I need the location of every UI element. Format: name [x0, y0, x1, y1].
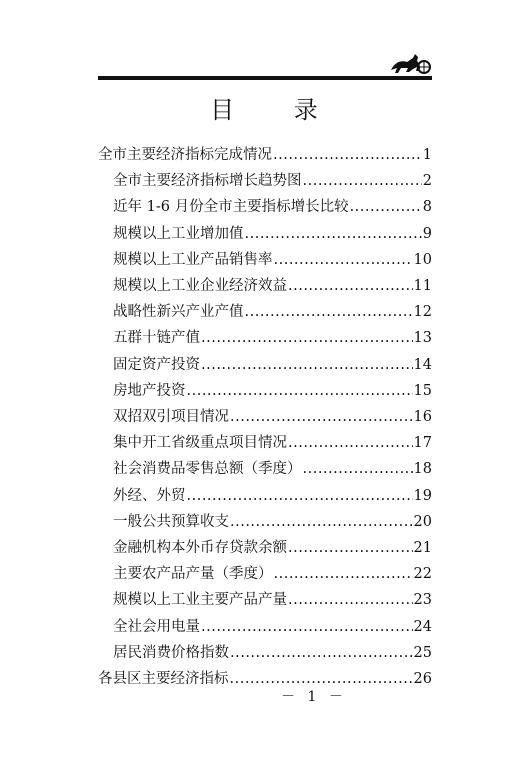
toc-entry-page: 2: [422, 173, 432, 190]
toc-leader-dots: [288, 275, 413, 297]
toc-leader-dots: [288, 589, 413, 611]
toc-entry-page: 11: [413, 278, 432, 294]
toc-entry-label: 社会消费品零售总额（季度）: [113, 461, 302, 478]
toc-entry-page: 15: [413, 382, 432, 399]
toc-entry-label: 战略性新兴产业产值: [113, 304, 244, 321]
toc-leader-dots: [230, 642, 413, 664]
toc-entry[interactable]: [113, 354, 432, 376]
toc-entry-label: 规模以上工业主要产品产量: [113, 592, 287, 609]
toc-entry[interactable]: [113, 301, 432, 323]
toc-leader-dots: [201, 354, 413, 376]
toc-entry-label: 各县区主要经济指标: [98, 671, 229, 687]
toc-entry-label: 全市主要经济指标增长趋势图: [113, 173, 302, 190]
toc-entry-label: 固定资产投资: [113, 356, 200, 373]
toc-leader-dots: [288, 432, 413, 454]
toc-leader-dots: [245, 301, 413, 323]
toc-entry[interactable]: [113, 616, 432, 638]
toc-entry-page: 14: [413, 356, 432, 373]
toc-entry[interactable]: [113, 642, 432, 664]
toc-entry-page: 23: [413, 592, 432, 609]
toc-leader-dots: [245, 223, 422, 245]
toc-entry-label: 集中开工省级重点项目情况: [113, 435, 287, 452]
toc-entry-page: 12: [413, 304, 432, 321]
toc-entry-label: 规模以上工业企业经济效益: [113, 278, 287, 294]
toc-entry[interactable]: [113, 589, 432, 611]
toc-entry-page: 17: [413, 435, 432, 452]
toc-leader-dots: [274, 563, 413, 585]
toc-entry-label: 规模以上工业产品销售率: [113, 251, 273, 268]
toc-entry[interactable]: [113, 485, 432, 507]
toc-entry-label: 金融机构本外币存贷款余额: [113, 540, 287, 556]
toc-entry-page: 24: [413, 618, 432, 635]
toc-entry-page: 9: [422, 225, 432, 242]
horse-chariot-logo-icon: [387, 48, 433, 78]
toc-entry[interactable]: [113, 380, 432, 402]
toc-entry-page: 26: [413, 671, 432, 687]
toc-leader-dots: [201, 616, 413, 638]
page-number: － 1 －: [281, 689, 347, 705]
toc-entry[interactable]: [113, 223, 432, 245]
toc-leader-dots: [230, 511, 413, 533]
toc-entry[interactable]: [113, 458, 432, 480]
toc-entry-label: 外经、外贸: [113, 487, 186, 504]
toc-entry[interactable]: [113, 537, 432, 559]
toc-leader-dots: [288, 537, 413, 559]
toc-entry-label: 近年 1-6 月份全市主要指标增长比较: [113, 199, 349, 216]
toc-entry-label: 规模以上工业增加值: [113, 225, 244, 242]
toc-entry[interactable]: [113, 511, 432, 533]
toc-entry-page: 10: [413, 251, 432, 268]
toc-leader-dots: [303, 458, 413, 480]
toc-leader-dots: [230, 406, 413, 428]
toc-entry-page: 16: [413, 409, 432, 425]
toc-entry-label: 全市主要经济指标完成情况: [98, 147, 272, 163]
toc-entry[interactable]: [113, 406, 432, 428]
toc-entry[interactable]: [113, 170, 432, 192]
toc-leader-dots: [201, 327, 413, 349]
toc-entry-label: 房地产投资: [113, 382, 186, 399]
toc-entry-page: 22: [413, 566, 432, 583]
toc-leader-dots: [273, 144, 422, 166]
header-rule: [98, 76, 432, 80]
toc-entry-page: 19: [413, 487, 432, 504]
toc-entry-label: 主要农产品产量（季度）: [113, 566, 273, 583]
toc-leader-dots: [303, 170, 422, 192]
toc-entry-page: 18: [413, 461, 432, 478]
toc-entry[interactable]: [98, 144, 432, 166]
toc-entry[interactable]: [113, 432, 432, 454]
toc-entry-label: 双招双引项目情况: [113, 409, 229, 425]
toc-entry-page: 13: [413, 330, 432, 347]
toc-entry[interactable]: [113, 275, 432, 297]
toc-leader-dots: [187, 380, 413, 402]
toc-entry[interactable]: [113, 249, 432, 271]
toc-leader-dots: [350, 196, 422, 218]
toc-entry[interactable]: [113, 196, 432, 218]
page-title: 目 录: [210, 96, 344, 124]
toc-entry-page: 20: [413, 513, 432, 530]
toc-entry[interactable]: [113, 327, 432, 349]
toc-entry-page: 21: [413, 540, 432, 556]
toc-leader-dots: [274, 249, 413, 271]
toc-entry-page: 25: [413, 644, 432, 661]
toc-entry-page: 8: [422, 199, 432, 216]
toc-entry-label: 全社会用电量: [113, 618, 200, 635]
toc-entry-label: 一般公共预算收支: [113, 513, 229, 530]
toc-entry-page: 1: [422, 147, 432, 163]
toc-entry-label: 五群十链产值: [113, 330, 200, 347]
toc-entry-label: 居民消费价格指数: [113, 644, 229, 661]
toc-leader-dots: [187, 485, 413, 507]
toc-entry[interactable]: [113, 563, 432, 585]
